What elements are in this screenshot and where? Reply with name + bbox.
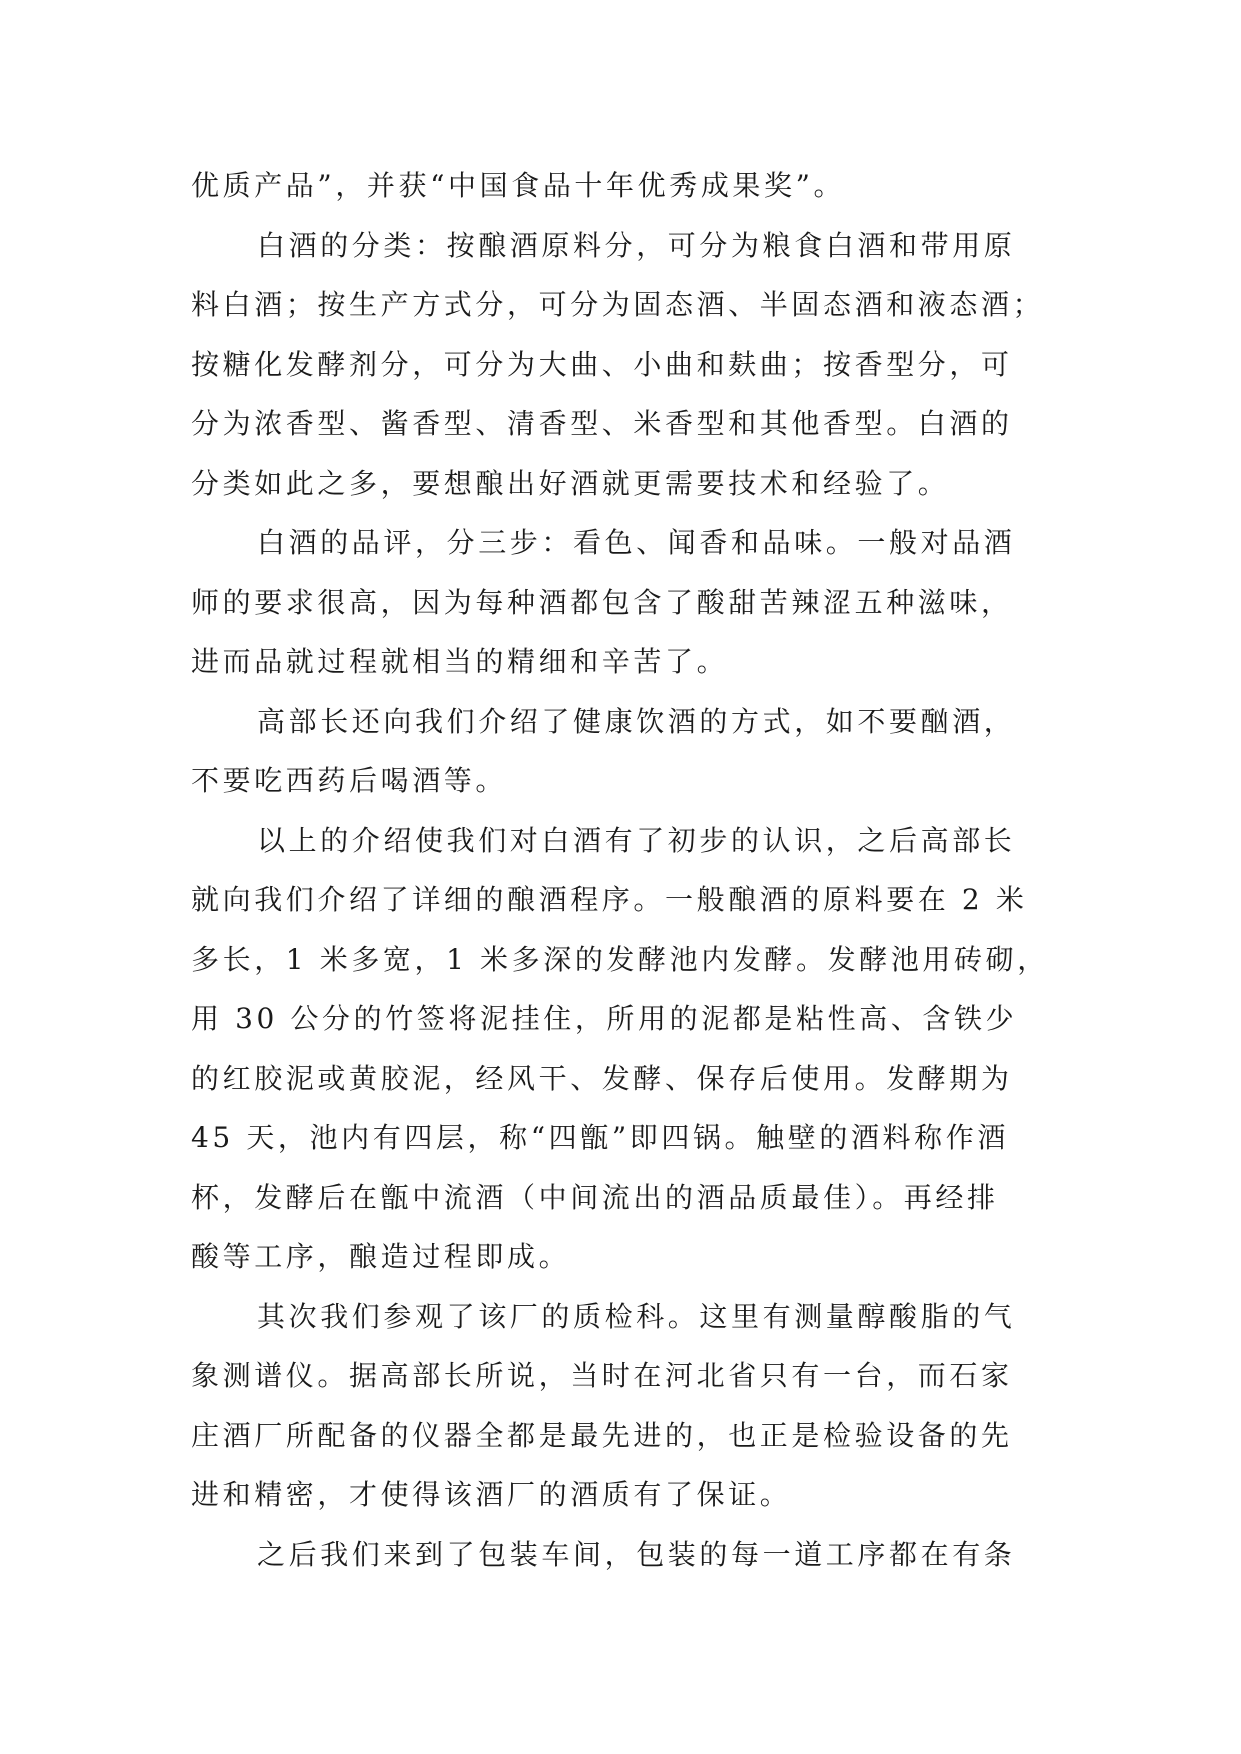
paragraph-first-line: 其次我们参观了该厂的质检科。这里有测量醇酸脂的气 <box>257 1299 1016 1333</box>
text-line: 不要吃西药后喝酒等。 <box>191 764 508 797</box>
text-line: 庄酒厂所配备的仪器全都是最先进的，也正是检验设备的先 <box>191 1418 1013 1452</box>
text-line: 多长，1 米多宽，1 米多深的发酵池内发酵。发酵池用砖砌， <box>191 942 1049 976</box>
text-line: 分为浓香型、酱香型、清香型、米香型和其他香型。白酒的 <box>191 407 1013 440</box>
text-line: 分类如此之多，要想酿出好酒就更需要技术和经验了。 <box>191 466 950 500</box>
text-line: 酸等工序，酿造过程即成。 <box>191 1240 571 1273</box>
text-line: 料白酒；按生产方式分，可分为固态酒、半固态酒和液态酒； <box>191 288 1045 321</box>
paragraph-first-line: 白酒的分类：按酿酒原料分，可分为粮食白酒和带用原 <box>257 228 1016 262</box>
text-line: 师的要求很高，因为每种酒都包含了酸甜苦辣涩五种滋味， <box>191 585 1013 619</box>
text-line: 用 30 公分的竹签将泥挂住，所用的泥都是粘性高、含铁少 <box>191 1002 1018 1035</box>
text-line: 象测谱仪。据高部长所说，当时在河北省只有一台，而石家 <box>191 1359 1013 1392</box>
paragraph-first-line: 白酒的品评，分三步：看色、闻香和品味。一般对品酒 <box>257 526 1016 559</box>
text-line: 就向我们介绍了详细的酿酒程序。一般酿酒的原料要在 2 米 <box>191 883 1028 916</box>
body-text <box>191 156 1051 1584</box>
text-line: 按糖化发酵剂分，可分为大曲、小曲和麸曲；按香型分，可 <box>191 347 1013 381</box>
text-line: 优质产品”，并获“中国食品十年优秀成果奖”。 <box>191 169 846 202</box>
text-line: 的红胶泥或黄胶泥，经风干、发酵、保存后使用。发酵期为 <box>191 1061 1013 1095</box>
paragraph-first-line: 之后我们来到了包装车间，包装的每一道工序都在有条 <box>257 1537 1016 1571</box>
paragraph-first-line: 高部长还向我们介绍了健康饮酒的方式，如不要酗酒， <box>257 704 1016 738</box>
text-line: 杯，发酵后在甑中流酒（中间流出的酒品质最佳）。再经排 <box>191 1180 999 1214</box>
text-line: 45 天，池内有四层，称“四甑”即四锅。触壁的酒料称作酒 <box>191 1121 1009 1154</box>
text-line: 进和精密，才使得该酒厂的酒质有了保证。 <box>191 1478 792 1511</box>
paragraph-first-line: 以上的介绍使我们对白酒有了初步的认识，之后高部长 <box>257 823 1016 857</box>
text-line: 进而品就过程就相当的精细和辛苦了。 <box>191 645 729 678</box>
